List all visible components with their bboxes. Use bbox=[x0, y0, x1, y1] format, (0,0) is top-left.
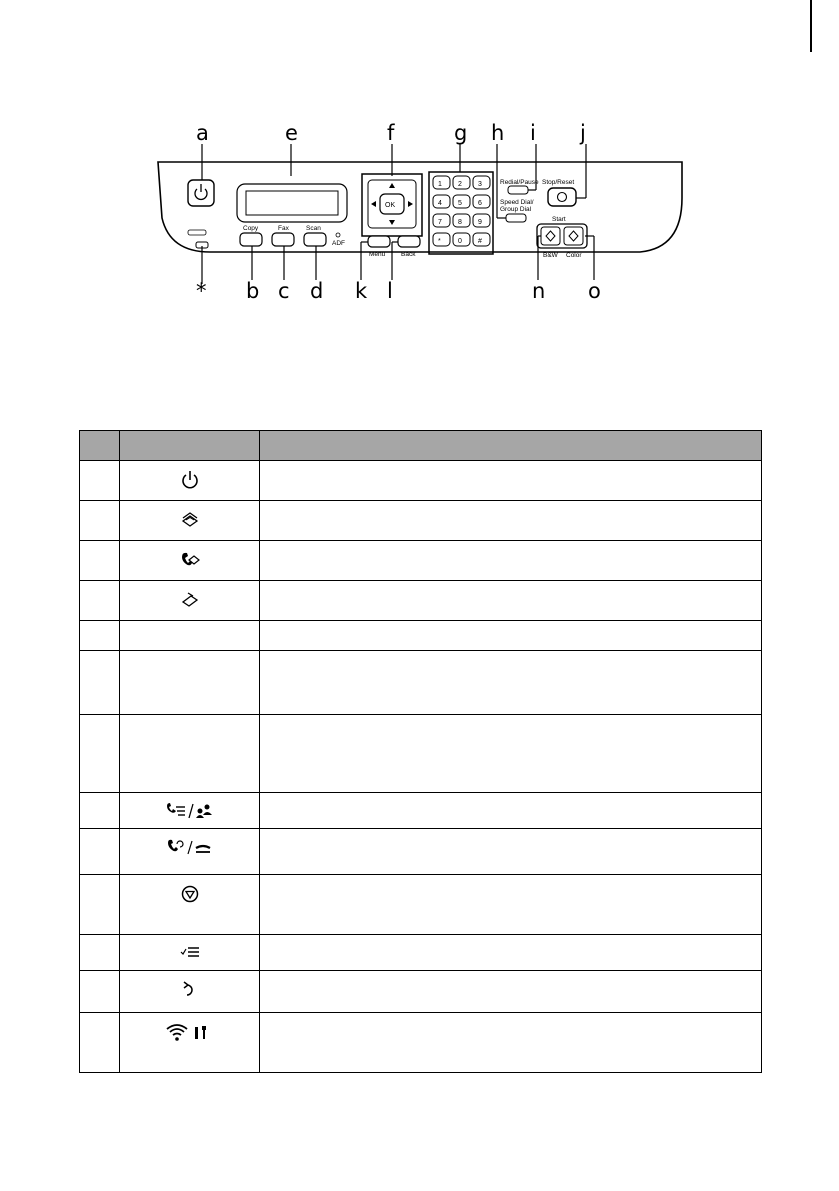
row-icon-cell bbox=[120, 829, 260, 875]
header-cell bbox=[80, 431, 120, 461]
stop-reset-button[interactable] bbox=[548, 188, 576, 206]
menu-label: Menu bbox=[369, 251, 386, 258]
numeric-keypad bbox=[433, 176, 490, 246]
scan-button[interactable] bbox=[304, 233, 326, 246]
row-desc-cell bbox=[260, 971, 762, 1013]
row-icon-cell bbox=[120, 1013, 260, 1073]
control-panel-table bbox=[79, 430, 762, 1073]
keypad-key-label: 2 bbox=[458, 181, 462, 188]
callout-h: h bbox=[491, 121, 505, 145]
row-desc-cell bbox=[260, 935, 762, 971]
callout-n: n bbox=[532, 279, 546, 303]
row-icon-cell bbox=[120, 581, 260, 621]
adf-label: ADF bbox=[332, 240, 345, 247]
copy-icon bbox=[179, 510, 201, 530]
bw-label: B&W bbox=[543, 252, 558, 259]
copy-button[interactable] bbox=[240, 233, 262, 246]
row-desc-cell bbox=[260, 1013, 762, 1073]
row-icon-cell bbox=[120, 621, 260, 651]
keypad-key-label: 6 bbox=[478, 200, 482, 207]
power-icon bbox=[179, 470, 201, 490]
callout-j: j bbox=[580, 121, 586, 145]
color-label: Color bbox=[566, 252, 582, 259]
redial-pause-label: Redial/Pause bbox=[500, 179, 539, 186]
row-icon-cell bbox=[120, 715, 260, 793]
row-letter-cell bbox=[80, 1013, 120, 1073]
row-desc-cell bbox=[260, 829, 762, 875]
keypad-key-label: * bbox=[438, 238, 441, 245]
menu-button[interactable] bbox=[368, 236, 390, 247]
row-letter-cell bbox=[80, 971, 120, 1013]
speed-dial-label: Speed Dial/ bbox=[500, 199, 534, 206]
callout-o: o bbox=[588, 279, 601, 303]
fax-label: Fax bbox=[278, 225, 289, 232]
table-row bbox=[80, 793, 762, 829]
header-cell bbox=[120, 431, 260, 461]
right-arrow-icon[interactable] bbox=[408, 201, 413, 207]
callout-asterisk: * bbox=[196, 279, 207, 303]
row-letter-cell bbox=[80, 461, 120, 501]
wifi-indicator bbox=[188, 230, 206, 235]
table-row bbox=[80, 581, 762, 621]
row-icon-cell bbox=[120, 875, 260, 935]
table-row bbox=[80, 829, 762, 875]
row-icon-cell bbox=[120, 935, 260, 971]
adf-lamp bbox=[336, 233, 340, 237]
row-desc-cell bbox=[260, 581, 762, 621]
scan-label: Scan bbox=[306, 225, 321, 232]
keypad-key-label: 7 bbox=[438, 219, 442, 226]
callout-d: d bbox=[310, 279, 324, 303]
callout-g: g bbox=[454, 121, 468, 145]
redial-pause-icon bbox=[165, 838, 215, 856]
keypad-key-label: 8 bbox=[458, 219, 462, 226]
table-row bbox=[80, 461, 762, 501]
back-label: Back bbox=[401, 251, 416, 258]
control-panel-figure bbox=[140, 118, 700, 308]
page-edge-mark bbox=[810, 0, 812, 52]
lcd-screen bbox=[246, 191, 338, 215]
row-letter-cell bbox=[80, 875, 120, 935]
keypad-key-label: 5 bbox=[458, 200, 462, 207]
keypad-key-label: 1 bbox=[438, 181, 442, 188]
speed-dial-button[interactable] bbox=[506, 214, 526, 222]
callout-e: e bbox=[285, 121, 298, 145]
row-letter-cell bbox=[80, 829, 120, 875]
down-arrow-icon[interactable] bbox=[389, 220, 395, 225]
row-letter-cell bbox=[80, 935, 120, 971]
menu-icon bbox=[179, 944, 201, 960]
callout-a: a bbox=[196, 121, 209, 145]
speed-dial-group-dial-icon bbox=[165, 802, 215, 820]
row-icon-cell bbox=[120, 651, 260, 715]
group-dial-label: Group Dial bbox=[500, 206, 532, 213]
row-desc-cell bbox=[260, 875, 762, 935]
wifi-setup-icon bbox=[165, 1022, 215, 1042]
row-letter-cell bbox=[80, 541, 120, 581]
row-icon-cell bbox=[120, 501, 260, 541]
row-desc-cell bbox=[260, 541, 762, 581]
back-icon bbox=[179, 980, 201, 1000]
keypad-key-label: 4 bbox=[438, 200, 442, 207]
table-row bbox=[80, 541, 762, 581]
callout-l: l bbox=[387, 279, 393, 303]
table-header-row bbox=[80, 431, 762, 461]
row-desc-cell bbox=[260, 501, 762, 541]
keypad-key-label: 0 bbox=[458, 238, 462, 245]
callout-k: k bbox=[355, 279, 368, 303]
row-desc-cell bbox=[260, 621, 762, 651]
row-desc-cell bbox=[260, 461, 762, 501]
stop-reset-label: Stop/Reset bbox=[542, 179, 575, 186]
table-row bbox=[80, 651, 762, 715]
keypad-key-label: # bbox=[478, 238, 482, 245]
start-label: Start bbox=[552, 216, 566, 223]
row-desc-cell bbox=[260, 715, 762, 793]
fax-icon bbox=[179, 550, 201, 570]
row-letter-cell bbox=[80, 501, 120, 541]
table-row bbox=[80, 501, 762, 541]
keypad-key-label: 3 bbox=[478, 181, 482, 188]
callout-i: i bbox=[530, 121, 536, 145]
stop-icon bbox=[179, 884, 201, 904]
back-button[interactable] bbox=[398, 236, 420, 247]
up-arrow-icon[interactable] bbox=[389, 183, 395, 188]
power-button[interactable] bbox=[188, 180, 214, 206]
row-icon-cell bbox=[120, 793, 260, 829]
start-color-button[interactable] bbox=[564, 227, 583, 245]
keypad-key[interactable] bbox=[433, 233, 450, 246]
row-icon-cell bbox=[120, 461, 260, 501]
table-row bbox=[80, 621, 762, 651]
table-row bbox=[80, 935, 762, 971]
callout-f: f bbox=[387, 121, 395, 145]
redial-pause-button[interactable] bbox=[508, 186, 528, 194]
table-row bbox=[80, 971, 762, 1013]
row-desc-cell bbox=[260, 793, 762, 829]
fax-button[interactable] bbox=[272, 233, 294, 246]
row-desc-cell bbox=[260, 651, 762, 715]
row-icon-cell bbox=[120, 971, 260, 1013]
row-letter-cell bbox=[80, 793, 120, 829]
table-row bbox=[80, 1013, 762, 1073]
copy-label: Copy bbox=[243, 225, 259, 232]
row-letter-cell bbox=[80, 651, 120, 715]
row-letter-cell bbox=[80, 715, 120, 793]
callout-c: c bbox=[278, 279, 290, 303]
scan-icon bbox=[179, 590, 201, 610]
left-arrow-icon[interactable] bbox=[371, 201, 376, 207]
keypad-key-label: 9 bbox=[478, 219, 482, 226]
row-icon-cell bbox=[120, 541, 260, 581]
start-bw-button[interactable] bbox=[541, 227, 560, 245]
row-letter-cell bbox=[80, 621, 120, 651]
control-panel-illustration bbox=[140, 118, 700, 308]
ok-label: OK bbox=[385, 202, 396, 209]
table-row bbox=[80, 875, 762, 935]
header-cell bbox=[260, 431, 762, 461]
callout-b: b bbox=[246, 279, 260, 303]
row-letter-cell bbox=[80, 581, 120, 621]
table-row bbox=[80, 715, 762, 793]
